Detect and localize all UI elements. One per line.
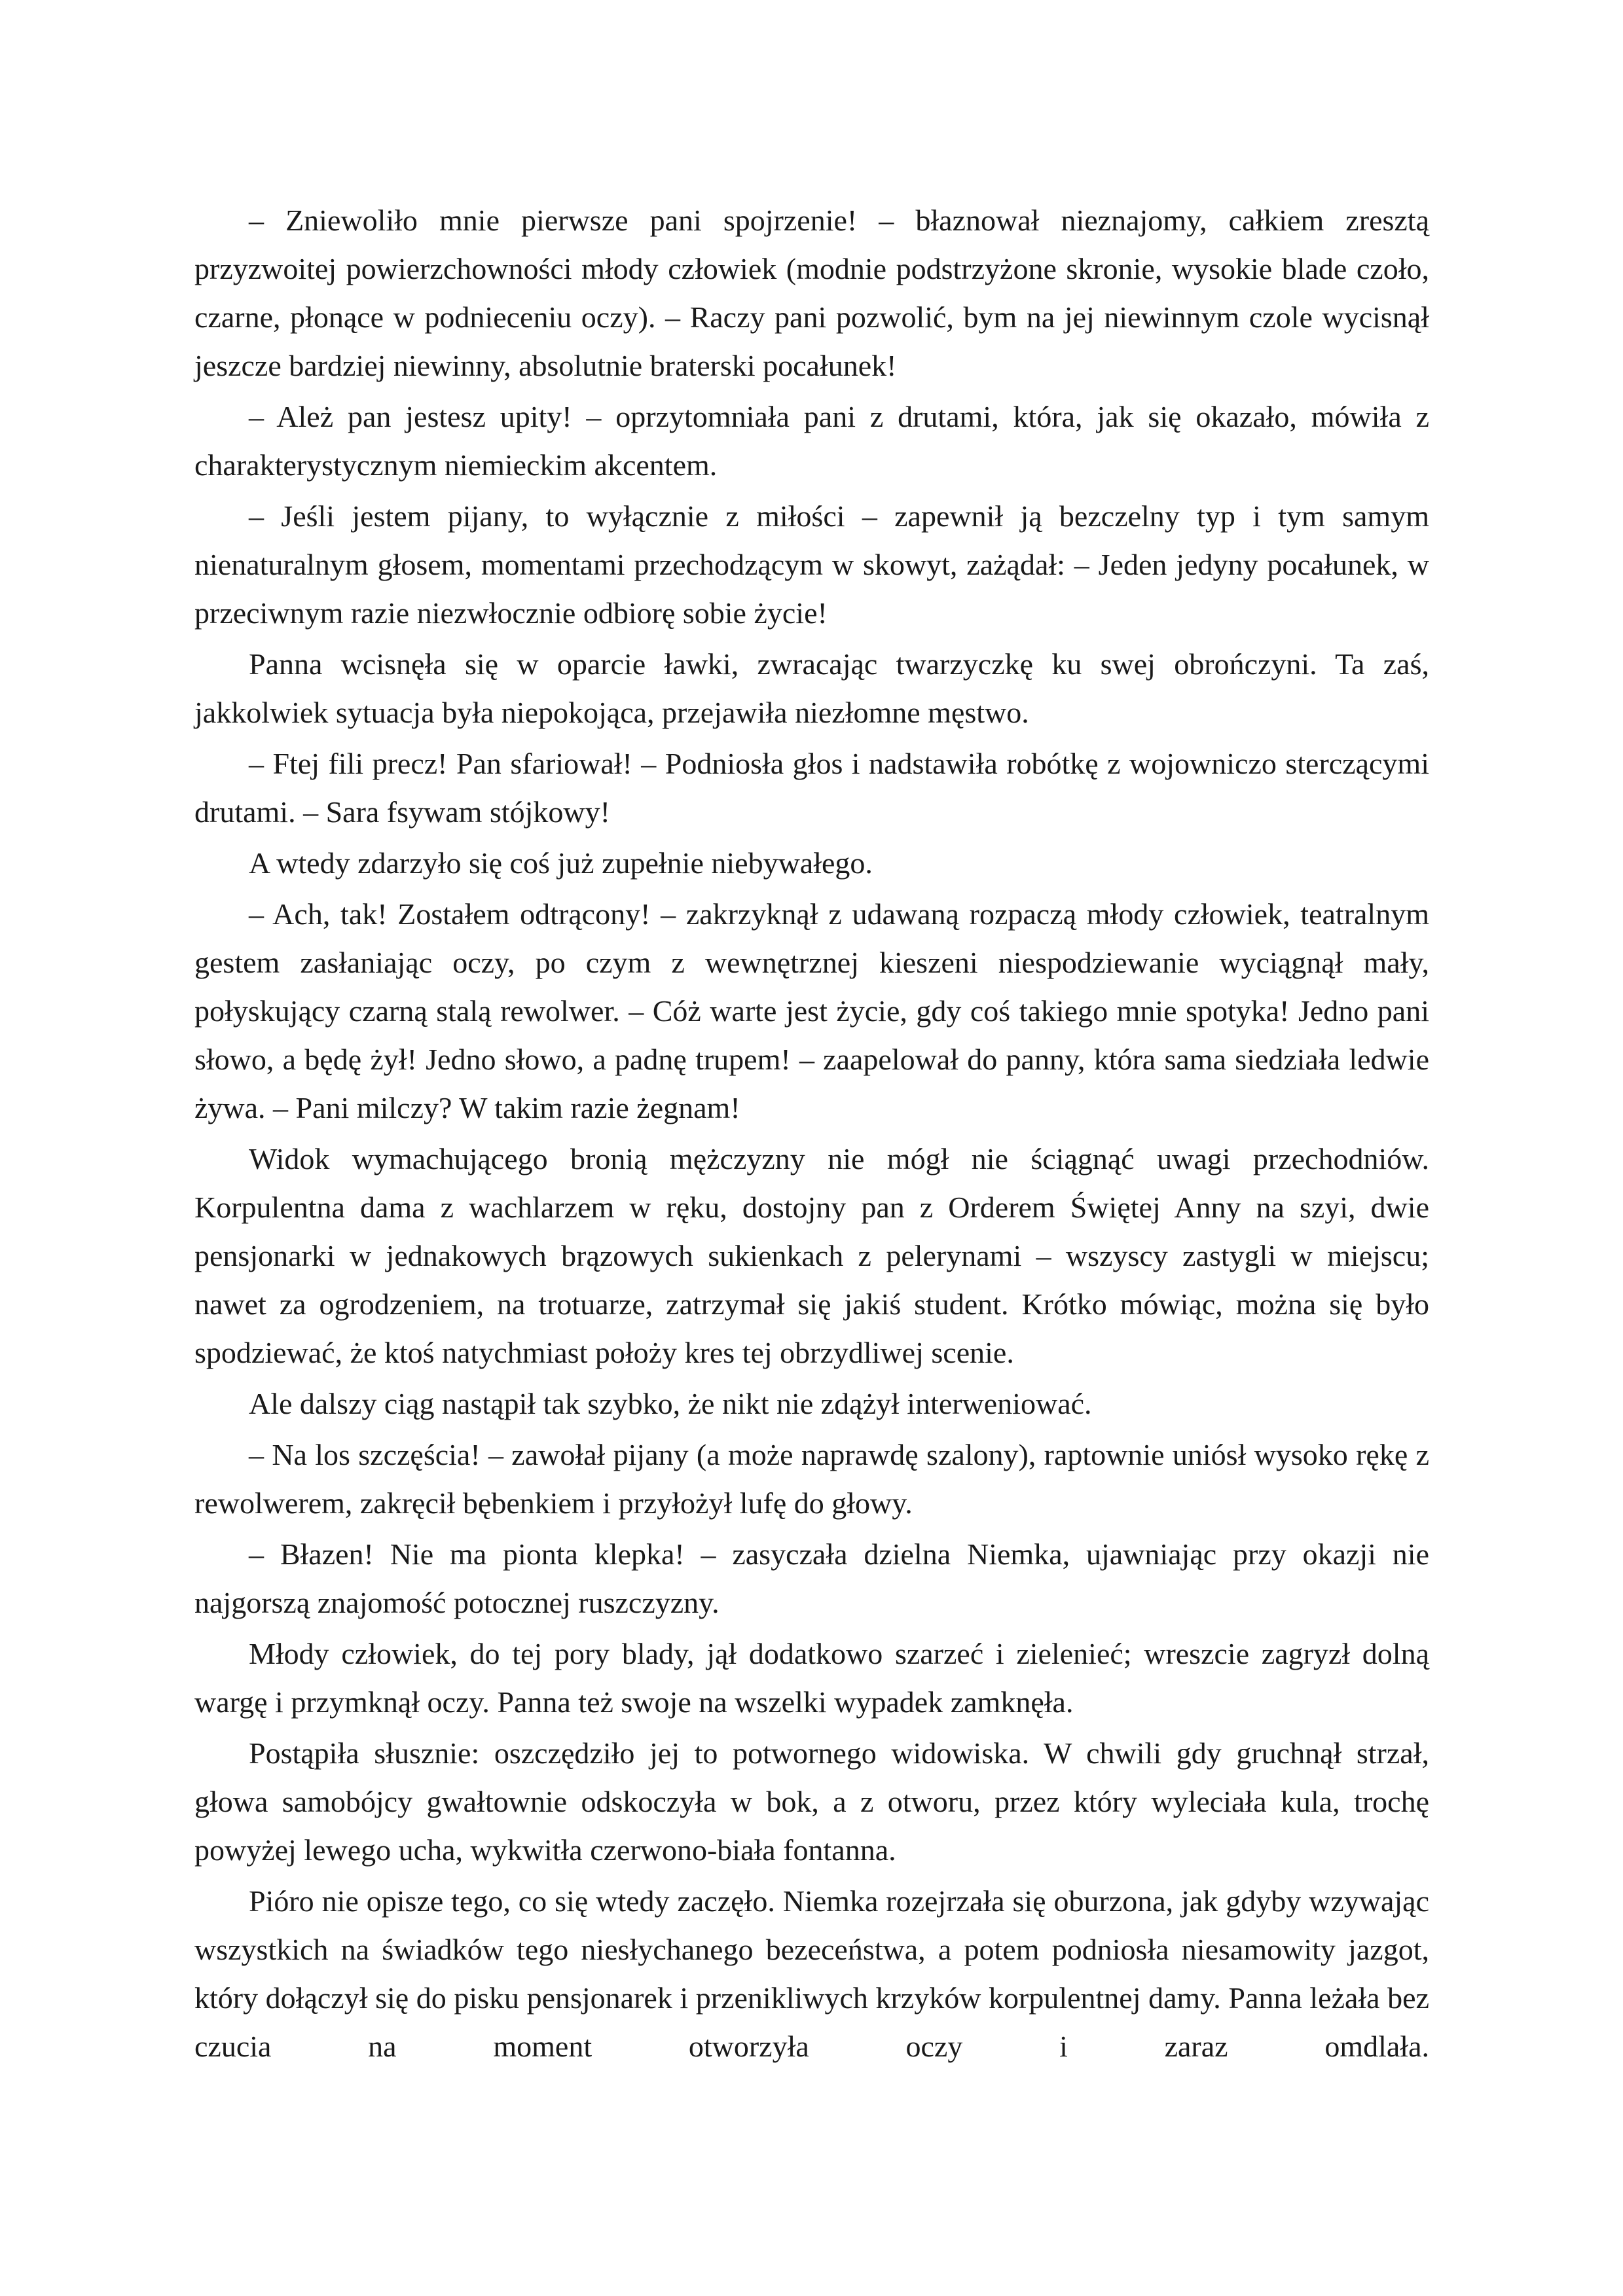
paragraph-2: – Ależ pan jestesz upity! – oprzytomniała pani z drutami, która, jak się okazało, mówiła z charakterystycznym niemieckim akcentem. (194, 400, 1429, 482)
paragraph-14: Pióro nie opisze tego, co się wtedy zaczęło. Niemka rozejrzała się oburzona, jak gdyby wzywając wszystkich na świadków tego niesłychanego bezeceństwa, a potem podniosła niesamowity jazgot, który dołączył się do pisku pensjonarek i przenikliwych krzyków korpulentnej damy. Panna leżała bez czucia na moment otworzyła oczy i zaraz omdlała. (194, 1884, 1429, 2063)
paragraph-3: – Jeśli jestem pijany, to wyłącznie z miłości – zapewnił ją bezczelny typ i tym samym nienaturalnym głosem, momentami przechodzącym w skowyt, zażądał: – Jeden jedyny pocałunek, w przeciwnym razie niezwłocznie odbiorę sobie życie! (194, 499, 1429, 630)
paragraph-6: A wtedy zdarzyło się coś już zupełnie niebywałego. (249, 846, 873, 880)
paragraph-9: Ale dalszy ciąg nastąpił tak szybko, że nikt nie zdążył interweniować. (249, 1387, 1092, 1420)
paragraph-8: Widok wymachującego bronią mężczyzny nie mógł nie ściągnąć uwagi przechodniów. Korpulentna dama z wachlarzem w ręku, dostojny pan z Orderem Świętej Anny na szyi, dwie pensjonarki w jednakowych brązowych sukienkach z pelerynami – wszyscy zastygli w miejscu; nawet za ogrodzeniem, na trotuarze, zatrzymał się jakiś student. Krótko mówiąc, można się było spodziewać, że ktoś natychmiast położy kres tej obrzydliwej scenie. (194, 1142, 1429, 1369)
paragraph-10: – Na los szczęścia! – zawołał pijany (a może naprawdę szalony), raptownie uniósł wysoko rękę z rewolwerem, zakręcił bębenkiem i przyłożył lufę do głowy. (194, 1438, 1429, 1520)
document-page (194, 196, 1429, 2073)
paragraph-4: Panna wcisnęła się w oparcie ławki, zwracając twarzyczkę ku swej obrończyni. Ta zaś, jakkolwiek sytuacja była niepokojąca, przejawiła niezłomne męstwo. (194, 647, 1429, 729)
paragraph-1: – Zniewoliło mnie pierwsze pani spojrzenie! – błaznował nieznajomy, całkiem zresztą przyzwoitej powierzchowności młody człowiek (modnie podstrzyżone skronie, wysokie blade czoło, czarne, płonące w podnieceniu oczy). – Raczy pani pozwolić, bym na jej niewinnym czole wycisnął jeszcze bardziej niewinny, absolutnie braterski pocałunek! (194, 204, 1429, 382)
paragraph-11: – Błazen! Nie ma pionta klepka! – zasyczała dzielna Niemka, ujawniając przy okazji nie najgorszą znajomość potocznej ruszczyzny. (194, 1537, 1429, 1619)
paragraph-13: Postąpiła słusznie: oszczędziło jej to potwornego widowiska. W chwili gdy gruchnął strzał, głowa samobójcy gwałtownie odskoczyła w bok, a z otworu, przez który wyleciała kula, trochę powyżej lewego ucha, wykwitła czerwono-biała fontanna. (194, 1736, 1429, 1867)
paragraph-12: Młody człowiek, do tej pory blady, jął dodatkowo szarzeć i zielenieć; wreszcie zagryzł dolną wargę i przymknął oczy. Panna też swoje na wszelki wypadek zamknęła. (194, 1637, 1429, 1719)
paragraph-5: – Ftej fili precz! Pan sfariował! – Podniosła głos i nadstawiła robótkę z wojowniczo sterczącymi drutami. – Sara fsywam stójkowy! (194, 747, 1429, 829)
paragraph-7: – Ach, tak! Zostałem odtrącony! – zakrzyknął z udawaną rozpaczą młody człowiek, teatralnym gestem zasłaniając oczy, po czym z wewnętrznej kieszeni niespodziewanie wyciągnął mały, połyskujący czarną stalą rewolwer. – Cóż warte jest życie, gdy coś takiego mnie spotyka! Jedno pani słowo, a będę żył! Jedno słowo, a padnę trupem! – zaapelował do panny, która sama siedziała ledwie żywa. – Pani milczy? W takim razie żegnam! (194, 897, 1429, 1124)
